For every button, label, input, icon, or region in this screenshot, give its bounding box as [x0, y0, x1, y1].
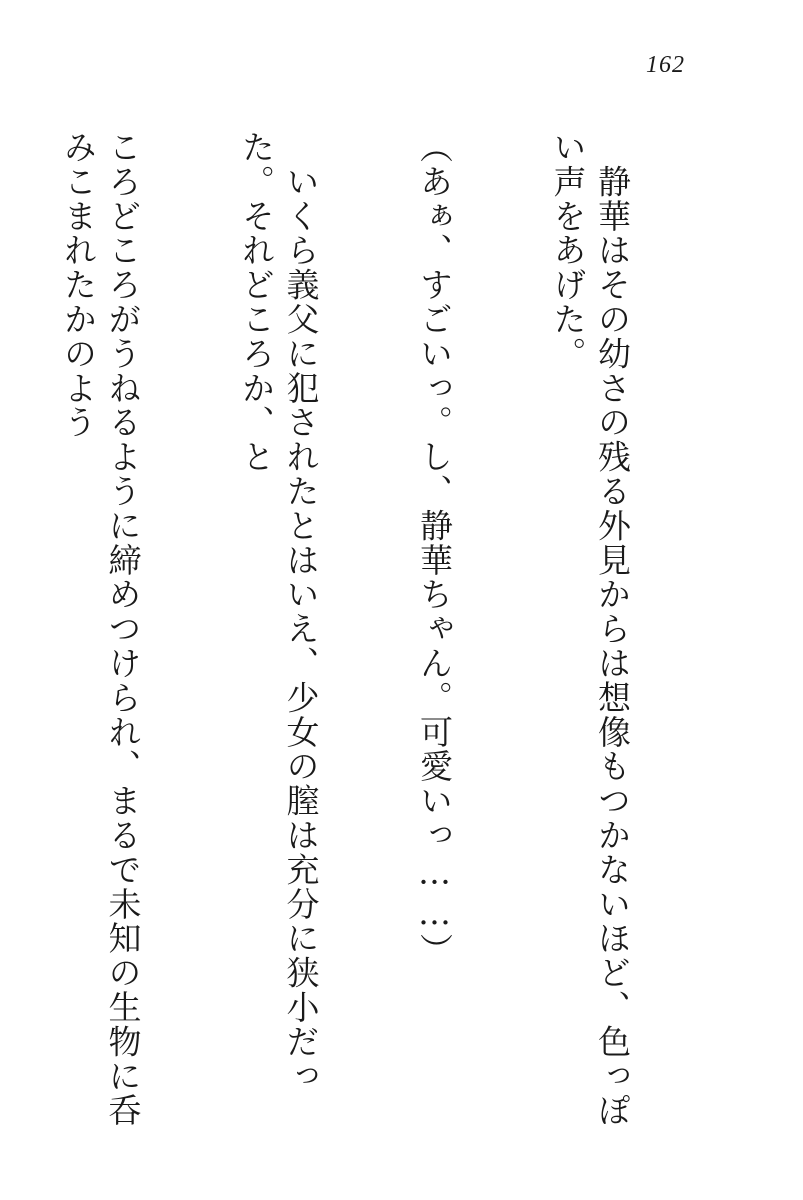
body-text	[0, 130, 723, 1150]
text-line: いくら義父に犯されたとはいえ、少女の膣は充分に狭小だった。それどころか、と	[237, 130, 321, 1094]
text-line: 静華はその幼さの残る外見からは想像もつかないほど、色っぽい声をあげた。	[548, 130, 632, 1128]
text-line: ころどころがうねるように締めつけられ、まるで未知の生物に呑みこまれたかのよう	[59, 130, 143, 1128]
page-number: 162	[646, 52, 685, 78]
text-line: （あぁ、すごいっ。し、静華ちゃん。可愛いっ……）	[415, 130, 454, 968]
